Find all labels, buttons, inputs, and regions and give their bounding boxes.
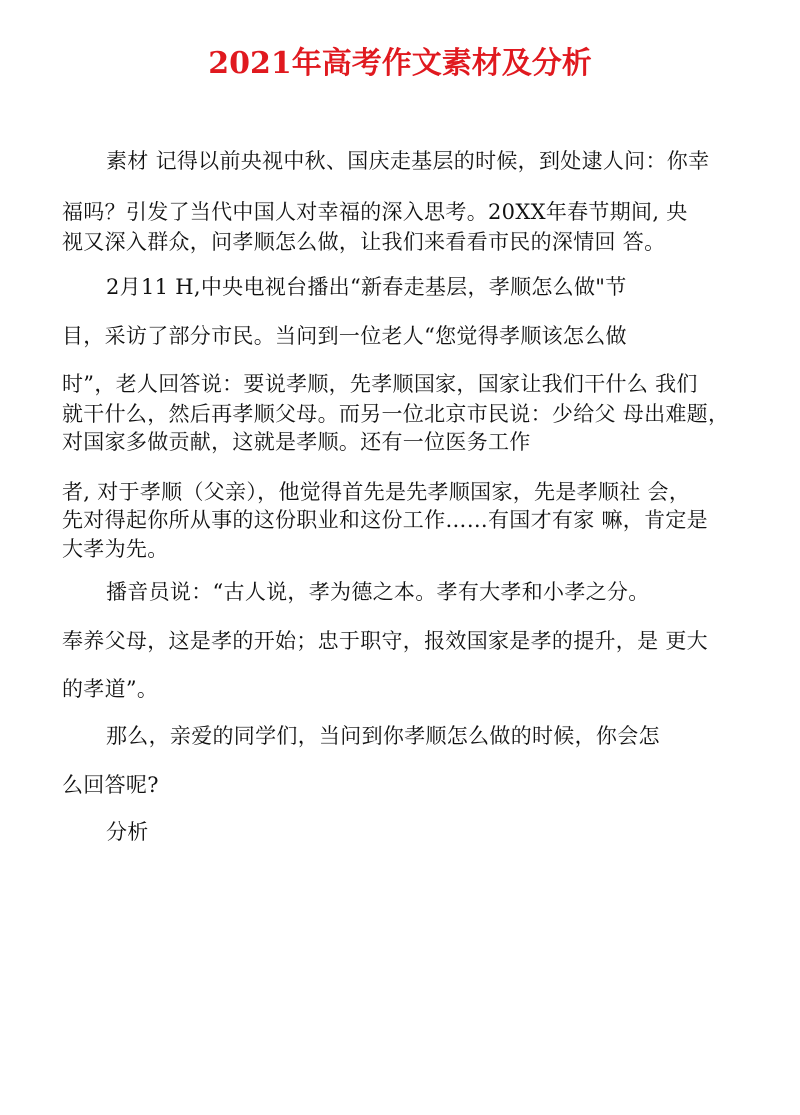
body-line-4: 2月11 H,中央电视台播出“新春走基层，孝顺怎么做"节 [106, 275, 627, 299]
body-line-13: 奉养父母，这是孝的开始；忠于职守，报效国家是孝的提升，是 更大 [62, 629, 708, 653]
body-line-12: 播音员说：“古人说，孝为德之本。孝有大孝和小孝之分。 [106, 580, 650, 604]
body-line-9: 者, 对于孝顺（父亲），他觉得首先是先孝顺国家，先是孝顺社 会， [62, 480, 691, 504]
body-line-6: 时”，老人回答说：要说孝顺，先孝顺国家，国家让我们干什么 我们 [62, 372, 698, 396]
body-line-3: 视又深入群众，问孝顺怎么做，让我们来看看市民的深情回 答。 [62, 230, 666, 254]
body-line-5: 目，采访了部分市民。当问到一位老人“您觉得孝顺该怎么做 [62, 324, 627, 348]
body-line-7: 就干什么，然后再孝顺父母。而另一位北京市民说：少给父 母出难题， [62, 402, 730, 426]
body-line-1: 素材 记得以前央视中秋、国庆走基层的时候，到处逮人问：你幸 [106, 149, 710, 173]
section-heading-analysis: 分析 [106, 820, 149, 844]
body-line-14: 的孝道”。 [62, 677, 159, 701]
body-line-16: 么回答呢? [62, 773, 159, 797]
body-line-2: 福吗？引发了当代中国人对幸福的深入思考。20XX年春节期间, 央 [62, 200, 688, 224]
body-line-15: 那么，亲爱的同学们，当问到你孝顺怎么做的时候，你会怎 [106, 724, 660, 748]
body-line-10: 先对得起你所从事的这份职业和这份工作……有国才有家 嘛，肯定是 [62, 508, 708, 532]
document-title: 2021年高考作文素材及分析 [208, 46, 592, 81]
body-line-8: 对国家多做贡献，这就是孝顺。还有一位医务工作 [62, 430, 531, 454]
body-line-11: 大孝为先。 [62, 537, 169, 561]
